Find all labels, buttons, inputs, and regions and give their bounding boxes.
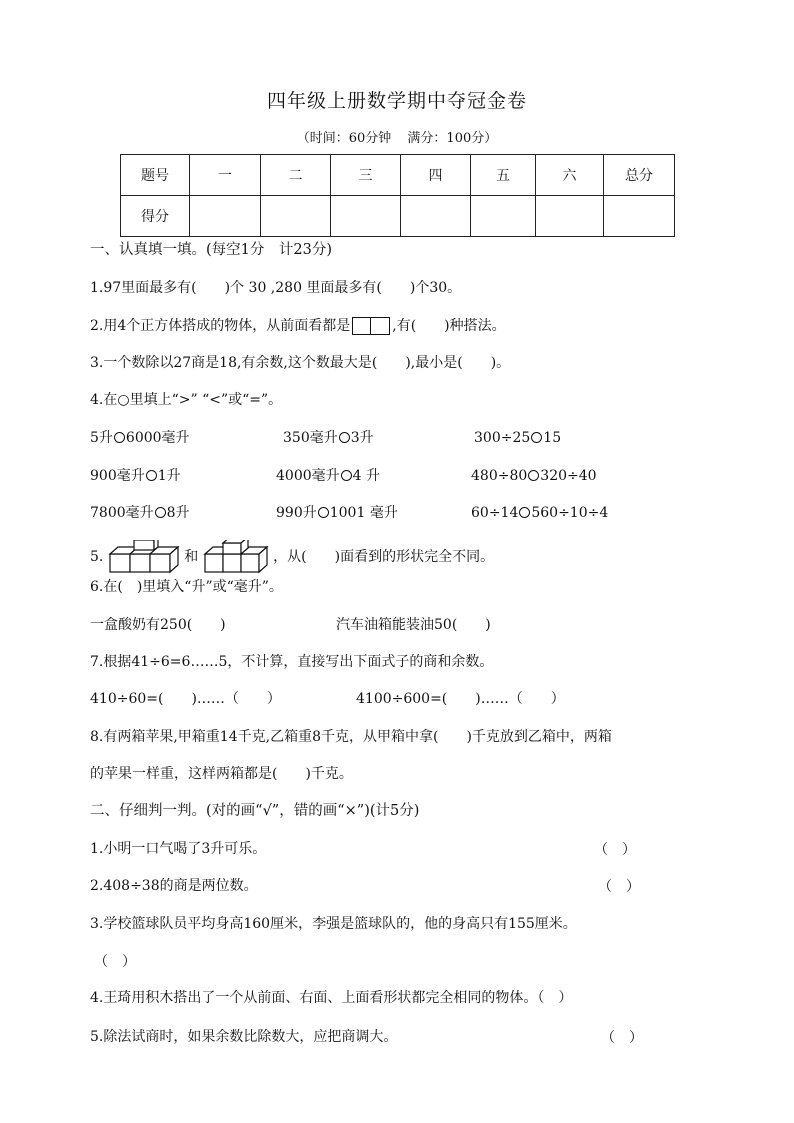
circle-icon[interactable] xyxy=(528,470,539,481)
compare-item: 990升 1001 毫升 xyxy=(276,505,398,521)
question-1-2-text-after: ,有( )种搭法。 xyxy=(392,318,506,334)
score-table-header-cell: 总分 xyxy=(604,155,675,196)
question-1-3: 3.一个数除以27商是18,有余数,这个数最大是( ),最小是( )。 xyxy=(90,355,511,371)
question-1-5 xyxy=(90,540,494,574)
question-2-1: 1.小明一口气喝了3升可乐。 xyxy=(90,841,267,857)
circle-icon[interactable] xyxy=(155,507,166,518)
question-2-2: 2.408÷38的商是两位数。 xyxy=(90,878,258,894)
score-cell[interactable] xyxy=(190,196,261,237)
question-1-7: 7.根据41÷6=6……5，不计算，直接写出下面式子的商和余数。 xyxy=(90,654,494,670)
question-1-4: 4.在○里填上“>” “<”或“=”。 xyxy=(90,392,283,408)
circle-icon[interactable] xyxy=(341,470,352,481)
score-table-score-row xyxy=(121,196,675,237)
score-cell[interactable] xyxy=(331,196,401,237)
compare-item: 300÷25 15 xyxy=(474,430,562,446)
question-2-4: 4.王琦用积木搭出了一个从前面、右面、上面看形状都完全相同的物体。（ ） xyxy=(90,990,573,1006)
exam-full-score: 满分：100分） xyxy=(407,131,498,146)
circle-icon[interactable] xyxy=(318,507,329,518)
score-table-header-cell: 一 xyxy=(190,155,261,196)
score-table-header-cell: 二 xyxy=(261,155,331,196)
answer-blank[interactable]: （ ） xyxy=(601,1030,643,1046)
question-1-7-b: 4100÷600=( )……（ ） xyxy=(356,691,565,707)
question-1-5-text: ，从( )面看到的形状完全不同。 xyxy=(273,549,495,565)
score-cell[interactable] xyxy=(604,196,675,237)
score-cell[interactable] xyxy=(536,196,604,237)
exam-time: （时间：60分钟 xyxy=(296,131,392,146)
compare-item: 480÷80 320÷40 xyxy=(471,468,597,484)
question-1-6-b: 汽车油箱能装油50( ) xyxy=(336,617,491,633)
question-1-2-text: 2.用4个正方体搭成的物体，从前面看都是 xyxy=(90,318,351,334)
question-1-5-number: 5. xyxy=(90,549,104,565)
question-2-5: 5.除法试商时，如果余数比除数大，应把商调大。 xyxy=(90,1029,398,1045)
answer-blank[interactable]: （ ） xyxy=(594,842,636,858)
score-cell[interactable] xyxy=(471,196,536,237)
question-1-7-a: 410÷60=( )……（ ） xyxy=(90,691,281,707)
question-1-5-and: 和 xyxy=(184,549,199,565)
cube-figure-b-icon xyxy=(203,540,269,574)
compare-item: 4000毫升 4 升 xyxy=(276,468,380,484)
score-table-row-label: 得分 xyxy=(121,196,190,237)
cube-figure-a-icon xyxy=(108,540,180,574)
question-1-8-line2: 的苹果一样重，这样两箱都是( )千克。 xyxy=(90,766,353,782)
score-table-header-cell: 六 xyxy=(536,155,604,196)
compare-item: 900毫升 1升 xyxy=(90,468,181,484)
score-table-header-cell: 题号 xyxy=(121,155,190,196)
score-table-header-cell: 五 xyxy=(471,155,536,196)
section2-heading: 二、仔细判一判。(对的画“√”，错的画“×”)(计5分) xyxy=(90,803,420,819)
compare-item: 60÷14 560÷10÷4 xyxy=(471,505,609,521)
question-1-8-line1: 8.有两箱苹果,甲箱重14千克,乙箱重8千克，从甲箱中拿( )千克放到乙箱中，两箱 xyxy=(90,729,612,745)
answer-blank[interactable]: （ ） xyxy=(94,954,136,970)
circle-icon[interactable] xyxy=(146,470,157,481)
circle-icon[interactable] xyxy=(519,507,530,518)
question-1-6-a: 一盒酸奶有250( ) xyxy=(90,617,226,633)
compare-item: 350毫升 3升 xyxy=(283,430,374,446)
question-1-2 xyxy=(90,316,506,336)
score-table-header-cell: 三 xyxy=(331,155,401,196)
two-squares-icon xyxy=(352,317,390,335)
section1-heading: 一、认真填一填。(每空1分 计23分) xyxy=(90,242,332,258)
circle-icon[interactable] xyxy=(339,432,350,443)
circle-icon[interactable] xyxy=(531,432,542,443)
score-table-header-row xyxy=(121,155,675,196)
score-cell[interactable] xyxy=(401,196,471,237)
score-cell[interactable] xyxy=(261,196,331,237)
exam-title: 四年级上册数学期中夺冠金卷 xyxy=(266,90,527,112)
question-1-6: 6.在( )里填入“升”或“毫升”。 xyxy=(90,579,283,595)
score-table-header-cell: 四 xyxy=(401,155,471,196)
score-table xyxy=(120,154,675,237)
compare-item: 5升 6000毫升 xyxy=(90,430,190,446)
question-1-1: 1.97里面最多有( )个 30 ,280 里面最多有( )个30。 xyxy=(90,280,462,296)
exam-subtitle xyxy=(0,127,794,146)
answer-blank[interactable]: （ ） xyxy=(598,879,640,895)
circle-icon[interactable] xyxy=(114,432,125,443)
question-2-3: 3.学校篮球队员平均身高160厘米，李强是篮球队的，他的身高只有155厘米。 xyxy=(90,916,577,932)
compare-item: 7800毫升 8升 xyxy=(90,505,190,521)
